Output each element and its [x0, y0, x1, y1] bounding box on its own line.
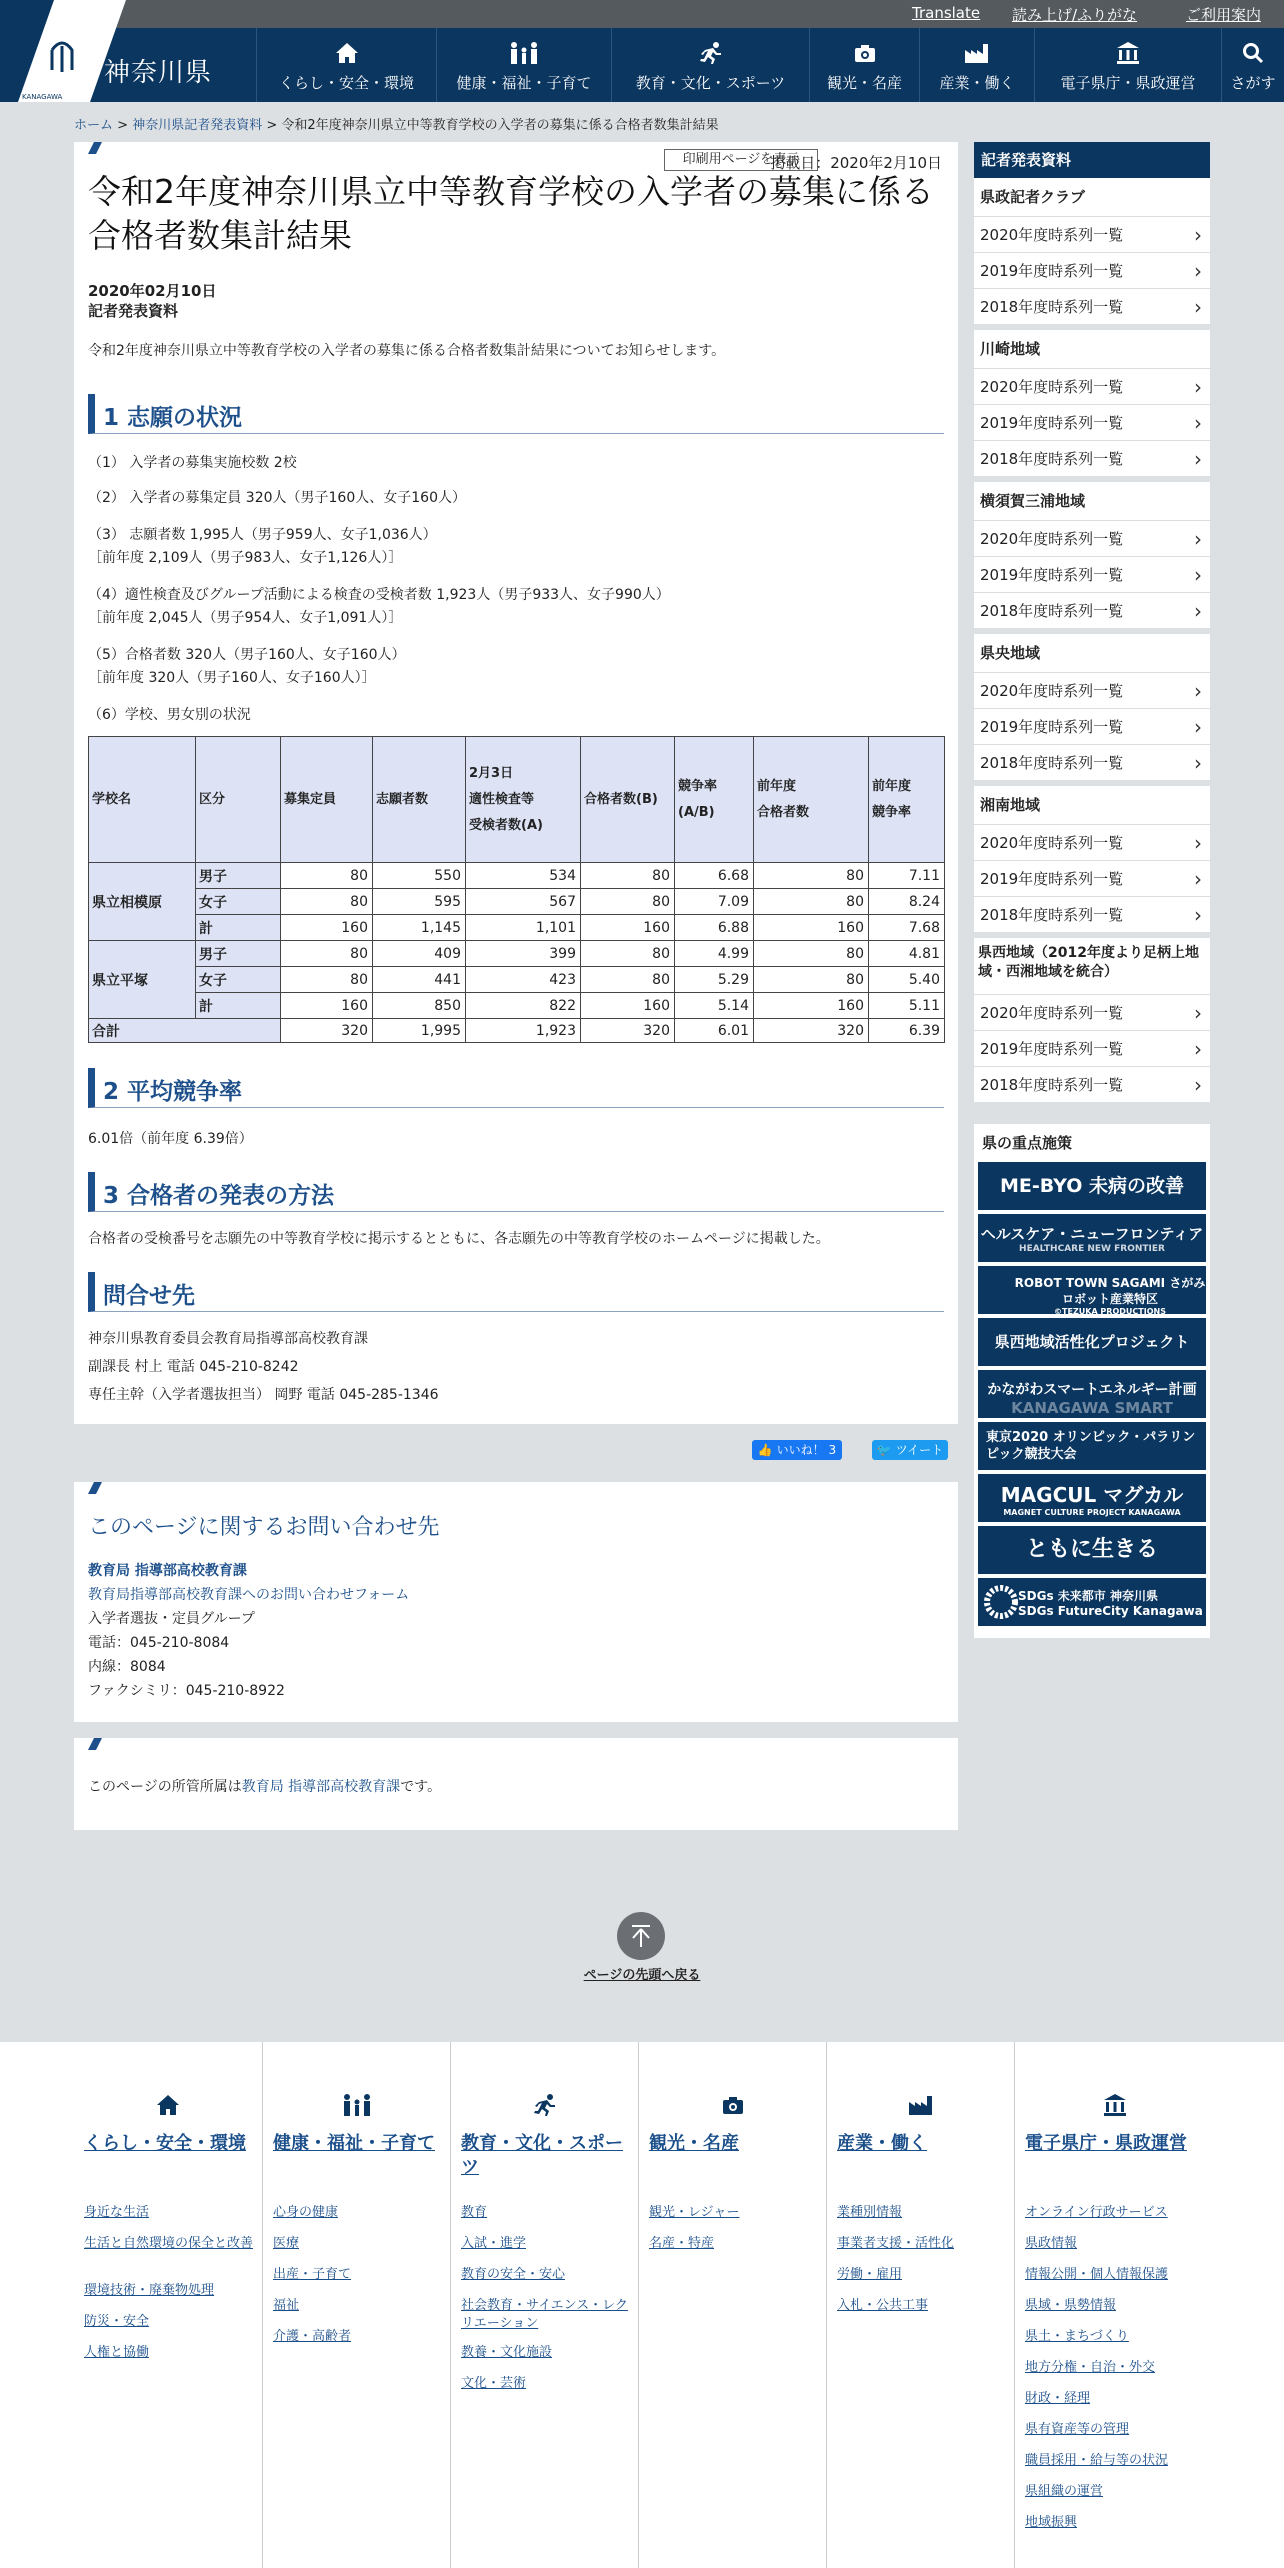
sidebar-link[interactable]: 2018年度時系列一覧 › — [974, 744, 1210, 780]
sidebar-link[interactable]: 2019年度時系列一覧 › — [974, 860, 1210, 896]
footer-link[interactable]: 教育の安全・安心 — [461, 2267, 566, 2282]
nav-label: さがす — [1230, 74, 1276, 92]
home-icon — [74, 2094, 262, 2120]
inquiry-line: 専任主幹（入学者選抜担当） 岡野 電話 045-285-1346 — [88, 1387, 439, 1403]
sidebar-link[interactable]: 2018年度時系列一覧 › — [974, 896, 1210, 932]
footer-link[interactable]: 県域・県勢情報 — [1025, 2298, 1117, 2313]
footer-column — [450, 2042, 638, 2568]
list-item: ［前年度 2,045人（男子954人、女子1,091人）］ — [88, 610, 403, 626]
nav-label: くらし・安全・環境 — [278, 74, 414, 92]
nav-label: 健康・福祉・子育て — [456, 74, 592, 92]
footer-title-link[interactable]: 教育・文化・スポーツ — [461, 2133, 623, 2178]
nav-industry[interactable] — [919, 28, 1034, 102]
owner-dept-link[interactable]: 教育局 指導部高校教育課 — [241, 1779, 401, 1795]
list-item: （3） 志願者数 1,995人（男子959人、女子1,036人） — [88, 527, 437, 543]
table-header: 学校名 — [89, 737, 196, 863]
breadcrumb — [74, 114, 719, 133]
chevron-right-icon: › — [1194, 1037, 1202, 1061]
footer-column — [74, 2042, 262, 2568]
footer-link[interactable]: 地域振興 — [1025, 2515, 1078, 2530]
footer-link[interactable]: 身近な生活 — [84, 2205, 150, 2220]
footer-link[interactable]: 入札・公共工事 — [837, 2298, 929, 2313]
footer-title-link[interactable]: 産業・働く — [837, 2133, 927, 2154]
chevron-right-icon: › — [1194, 1001, 1202, 1025]
sidebar-link[interactable]: 2020年度時系列一覧 › — [974, 520, 1210, 556]
inquiry-line: 副課長 村上 電話 045-210-8242 — [88, 1359, 299, 1375]
footer-link[interactable]: 県組織の運営 — [1025, 2484, 1104, 2499]
banner-smart-energy[interactable]: かながわスマートエネルギー計画 KANAGAWA SMART — [978, 1370, 1206, 1418]
chevron-right-icon: › — [1194, 259, 1202, 283]
footer-column — [638, 2042, 826, 2568]
breadcrumb-current: 令和2年度神奈川県立中等教育学校の入学者の募集に係る合格者数集計結果 — [281, 118, 719, 133]
list-item: （2） 入学者の募集定員 320人（男子160人、女子160人） — [88, 490, 466, 506]
footer-link[interactable]: 財政・経理 — [1025, 2391, 1091, 2406]
sidebar-group-title: 県政記者クラブ — [974, 178, 1210, 216]
footer-column — [262, 2042, 450, 2568]
government-icon — [1015, 2094, 1214, 2120]
chevron-right-icon: › — [1194, 867, 1202, 891]
footer-title-link[interactable]: 観光・名産 — [649, 2133, 739, 2154]
nav-label: 教育・文化・スポーツ — [635, 74, 786, 92]
footer-column — [826, 2042, 1014, 2568]
chevron-right-icon: › — [1194, 751, 1202, 775]
table-header: 前年度 合格者数 — [754, 737, 869, 863]
results-table — [88, 736, 945, 1043]
footer-link[interactable]: 福祉 — [273, 2298, 300, 2313]
table-header: 募集定員 — [281, 737, 373, 863]
back-to-top-button[interactable] — [617, 1912, 665, 1960]
government-icon — [1035, 42, 1221, 64]
banner-magcul[interactable]: MAGCUL マグカル MAGNET CULTURE PROJECT KANAGAWA — [978, 1474, 1206, 1522]
print-button[interactable]: 印刷用ページを表示 — [664, 149, 818, 171]
corner-slash — [88, 1482, 102, 1494]
chevron-right-icon: › — [1194, 715, 1202, 739]
family-icon — [263, 2094, 450, 2120]
sdgs-wheel-icon — [984, 1585, 1018, 1619]
footer-link[interactable]: 教養・文化施設 — [461, 2345, 553, 2360]
table-header: 前年度 競争率 — [869, 737, 945, 863]
list-item: （6）学校、男女別の状況 — [88, 707, 251, 723]
footer-column — [1014, 2042, 1214, 2568]
sidebar-heading: 記者発表資料 — [974, 142, 1210, 178]
family-icon — [437, 42, 611, 64]
priority-banners — [974, 1124, 1210, 1638]
sidebar-group-title: 県央地域 — [974, 634, 1210, 672]
breadcrumb-separator: > — [113, 118, 133, 133]
footer-link[interactable]: 業種別情報 — [837, 2205, 903, 2220]
table-row: 計 160 850 822 160 5.14 160 5.11 — [89, 993, 945, 1019]
footer-link[interactable]: 県政情報 — [1025, 2236, 1078, 2251]
chevron-right-icon: › — [1194, 447, 1202, 471]
sidebar-link[interactable]: 2019年度時系列一覧 › — [974, 1030, 1210, 1066]
footer-link[interactable]: 人権と協働 — [84, 2345, 150, 2360]
table-row: 県立相模原 男子 80 550 534 80 6.68 80 7.11 — [89, 863, 945, 889]
arrow-up-icon — [617, 1912, 665, 1960]
footer-nav — [0, 2042, 1284, 2568]
search-icon — [1222, 42, 1284, 64]
table-header: 志願者数 — [373, 737, 466, 863]
footer-link[interactable]: 県有資産等の管理 — [1025, 2422, 1130, 2437]
chevron-right-icon: › — [1194, 679, 1202, 703]
breadcrumb-home[interactable]: ホーム — [74, 118, 114, 133]
chevron-right-icon: › — [1194, 599, 1202, 623]
breadcrumb-parent[interactable]: 神奈川県記者発表資料 — [132, 118, 263, 133]
footer-link[interactable]: 環境技術・廃棄物処理 — [84, 2283, 215, 2298]
sidebar-link[interactable]: 2019年度時系列一覧 › — [974, 404, 1210, 440]
tweet-button[interactable]: 🐦 ツイート — [872, 1440, 948, 1460]
table-total-row: 合計 320 1,995 1,923 320 6.01 320 6.39 — [89, 1019, 945, 1043]
contact-box — [74, 1482, 958, 1722]
svg-text:KANAGAWA: KANAGAWA — [22, 93, 63, 101]
contact-heading: このページに関するお問い合わせ先 — [88, 1515, 440, 1540]
banner-healthcare[interactable]: ヘルスケア・ニューフロンティア HEALTHCARE NEW FRONTIER — [978, 1214, 1206, 1262]
section-heading-announce: 3 合格者の発表の方法 — [88, 1172, 944, 1212]
sidebar-link[interactable]: 2020年度時系列一覧 › — [974, 824, 1210, 860]
chevron-right-icon: › — [1194, 563, 1202, 587]
list-item: （1） 入学者の募集実施校数 2校 — [88, 455, 297, 471]
article — [74, 142, 958, 1424]
banner-robot[interactable]: ROBOT TOWN SAGAMI さがみロボット産業特区 ©TEZUKA PRODUCTIONS — [978, 1266, 1206, 1314]
sidebar-link[interactable]: 2018年度時系列一覧 › — [974, 440, 1210, 476]
footer-link[interactable]: 職員採用・給与等の状況 — [1025, 2453, 1169, 2468]
contact-form-link[interactable]: 教育局指導部高校教育課へのお問い合わせフォーム — [88, 1587, 410, 1603]
footer-link[interactable]: 情報公開・個人情報保護 — [1025, 2267, 1169, 2282]
sidebar-link[interactable]: 2020年度時系列一覧 › — [974, 994, 1210, 1030]
banner-sdgs[interactable]: SDGs 未来都市 神奈川県 SDGs FutureCity Kanagawa — [978, 1578, 1206, 1626]
camera-icon — [639, 2094, 826, 2120]
chevron-right-icon: › — [1194, 295, 1202, 319]
sidebar-link[interactable]: 2019年度時系列一覧 › — [974, 252, 1210, 288]
site-name[interactable]: 神奈川県 — [104, 58, 213, 88]
factory-icon — [827, 2094, 1014, 2120]
sidebar-group-title: 県西地域（2012年度より足柄上地域・西湘地域を統合） — [974, 938, 1210, 994]
contact-dept-link[interactable]: 教育局 指導部高校教育課 — [88, 1563, 247, 1579]
release-date: 2020年02月10日 — [88, 282, 217, 300]
table-row: 女子 80 595 567 80 7.09 80 8.24 — [89, 889, 945, 915]
sidebar-link[interactable]: 2019年度時系列一覧 › — [974, 556, 1210, 592]
table-row: 女子 80 441 423 80 5.29 80 5.40 — [89, 967, 945, 993]
chevron-right-icon: › — [1194, 223, 1202, 247]
list-item: （5）合格者数 320人（男子160人、女子160人） — [88, 647, 406, 663]
contact-ext: 内線：8084 — [88, 1659, 166, 1675]
sidebar-link[interactable]: 2018年度時系列一覧 › — [974, 288, 1210, 324]
footer-link[interactable]: 出産・子育て — [273, 2267, 352, 2282]
footer-link[interactable]: 入試・進学 — [461, 2236, 527, 2251]
school-name: 県立相模原 — [89, 863, 196, 941]
breadcrumb-separator: > — [262, 118, 282, 133]
footer-link[interactable]: 心身の健康 — [273, 2205, 339, 2220]
facebook-like-button[interactable]: 👍 いいね！ 3 — [752, 1440, 842, 1460]
nav-government[interactable] — [1034, 28, 1221, 102]
sidebar-link[interactable]: 2020年度時系列一覧 › — [974, 672, 1210, 708]
table-header: 2月3日 適性検査等 受検者数(A) — [466, 737, 581, 863]
banner-mebyo[interactable]: ME-BYO 未病の改善 — [978, 1162, 1206, 1210]
footer-link[interactable]: 労働・雇用 — [837, 2267, 903, 2282]
contact-group: 入学者選抜・定員グループ — [88, 1611, 255, 1627]
footer-title-link[interactable]: くらし・安全・環境 — [84, 2133, 246, 2154]
nav-health[interactable] — [436, 28, 611, 102]
chevron-right-icon: › — [1194, 831, 1202, 855]
runner-icon — [451, 2094, 638, 2120]
sidebar-link[interactable]: 2019年度時系列一覧 › — [974, 708, 1210, 744]
nav-tourism[interactable] — [809, 28, 919, 102]
announce-text: 合格者の受検番号を志願先の中等教育学校に掲示するとともに、各志願先の中等教育学校のホームページに掲載した。 — [88, 1231, 830, 1247]
guide-link[interactable]: ご利用案内 — [1186, 6, 1262, 24]
camera-icon — [810, 42, 919, 64]
footer-link[interactable]: 防災・安全 — [84, 2314, 150, 2329]
sidebar-group-title: 湘南地域 — [974, 786, 1210, 824]
thumbs-up-icon: 👍 — [757, 1443, 773, 1457]
sidebar-link[interactable]: 2020年度時系列一覧 › — [974, 368, 1210, 404]
table-row: 計 160 1,145 1,101 160 6.88 160 7.68 — [89, 915, 945, 941]
footer-link[interactable]: 文化・芸術 — [461, 2376, 527, 2391]
lead-text: 令和2年度神奈川県立中等教育学校の入学者の募集に係る合格者数集計結果についてお知らせします。 — [88, 343, 726, 359]
contact-fax: ファクシミリ：045-210-8922 — [88, 1683, 285, 1699]
contact-tel: 電話：045-210-8084 — [88, 1635, 230, 1651]
footer-link[interactable]: 教育 — [461, 2205, 488, 2220]
back-to-top-link[interactable]: ページの先頭へ戻る — [583, 1968, 701, 1983]
section-heading-inquiry: 問合せ先 — [88, 1272, 944, 1312]
translate-link[interactable]: Translate — [912, 4, 981, 22]
section-heading-applications: 1 志願の状況 — [88, 394, 944, 434]
list-item: ［前年度 320人（男子160人、女子160人）］ — [88, 670, 376, 686]
home-icon — [257, 42, 436, 64]
corner-slash — [88, 142, 102, 154]
nav-education[interactable] — [611, 28, 809, 102]
twitter-bird-icon: 🐦 — [876, 1443, 892, 1457]
chevron-right-icon: › — [1194, 527, 1202, 551]
footer-link[interactable]: 事業者支援・活性化 — [837, 2236, 955, 2251]
banner-tokyo2020[interactable]: 東京2020 オリンピック・パラリンピック競技大会 — [978, 1422, 1206, 1470]
page-title: 令和2年度神奈川県立中等教育学校の入学者の募集に係る合格者数集計結果 — [88, 172, 934, 255]
banner-kensei[interactable]: 県西地域活性化プロジェクト — [978, 1318, 1206, 1366]
table-header: 競争率 (A/B) — [675, 737, 754, 863]
footer-link[interactable]: 生活と自然環境の保全と改善 — [84, 2236, 254, 2251]
footer-title-link[interactable]: 電子県庁・県政運営 — [1025, 2133, 1187, 2154]
footer-link[interactable]: 地方分権・自治・外交 — [1025, 2360, 1156, 2375]
school-name: 県立平塚 — [89, 941, 196, 1019]
footer-link[interactable]: 社会教育・サイエンス・レクリエーション — [461, 2298, 628, 2331]
footer-link[interactable]: オンライン行政サービス — [1025, 2205, 1168, 2220]
sidebar-link[interactable]: 2018年度時系列一覧 › — [974, 592, 1210, 628]
list-item: ［前年度 2,109人（男子983人、女子1,126人）］ — [88, 550, 403, 566]
footer-link[interactable]: 介護・高齢者 — [273, 2329, 352, 2344]
footer-link[interactable]: 県土・まちづくり — [1025, 2329, 1129, 2344]
furigana-link[interactable]: 読み上げ/ふりがな — [1012, 6, 1138, 24]
sidebar-link[interactable]: 2018年度時系列一覧 › — [974, 1066, 1210, 1102]
inquiry-line: 神奈川県教育委員会教育局指導部高校教育課 — [88, 1331, 368, 1347]
sidebar-group-title: 川崎地域 — [974, 330, 1210, 368]
posted-date: 掲載日：2020年2月10日 — [770, 154, 942, 172]
sidebar-link[interactable]: 2020年度時系列一覧 › — [974, 216, 1210, 252]
section-heading-average: 2 平均競争率 — [88, 1068, 944, 1108]
nav-label: 観光・名産 — [826, 74, 902, 92]
chevron-right-icon: › — [1194, 903, 1202, 927]
footer-link[interactable]: 医療 — [273, 2236, 300, 2251]
priority-title: 県の重点施策 — [982, 1134, 1073, 1152]
chevron-right-icon: › — [1194, 1073, 1202, 1097]
runner-icon — [612, 42, 809, 64]
corner-slash — [88, 1738, 102, 1750]
nav-search[interactable] — [1221, 28, 1284, 102]
table-header: 合格者数(B) — [581, 737, 675, 863]
table-row: 県立平塚 男子 80 409 399 80 4.99 80 4.81 — [89, 941, 945, 967]
footer-title-link[interactable]: 健康・福祉・子育て — [273, 2133, 435, 2154]
table-header: 区分 — [196, 737, 281, 863]
chevron-right-icon: › — [1194, 411, 1202, 435]
owner-box — [74, 1738, 958, 1830]
factory-icon — [920, 42, 1034, 64]
nav-label: 電子県庁・県政運営 — [1060, 74, 1196, 92]
owner-text: このページの所管所属は教育局 指導部高校教育課です。 — [88, 1779, 442, 1795]
sidebar-group-title: 横須賀三浦地域 — [974, 482, 1210, 520]
chevron-right-icon: › — [1194, 375, 1202, 399]
footer-link[interactable]: 名産・特産 — [649, 2236, 715, 2251]
list-item: （4）適性検査及びグループ活動による検査の受検者数 1,923人（男子933人、女子990人） — [88, 587, 670, 603]
release-type: 記者発表資料 — [88, 302, 179, 320]
banner-tomoni[interactable]: ともに生きる — [978, 1526, 1206, 1574]
average-ratio: 6.01倍（前年度 6.39倍） — [88, 1131, 253, 1147]
nav-living[interactable] — [256, 28, 436, 102]
nav-label: 産業・働く — [939, 74, 1015, 92]
footer-link[interactable]: 観光・レジャー — [649, 2205, 740, 2220]
